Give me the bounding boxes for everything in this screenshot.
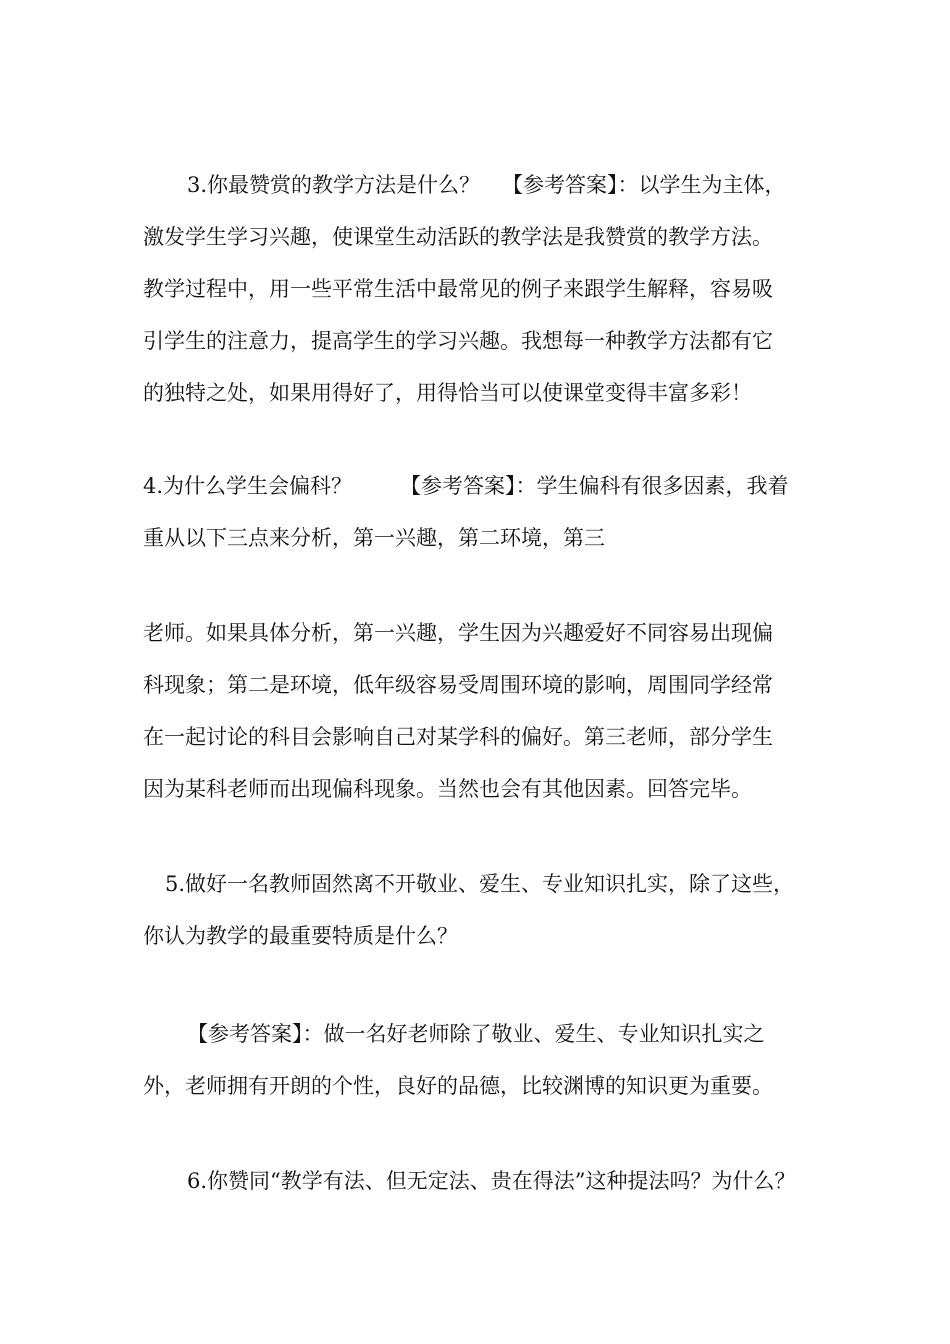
question-4-line-1 [143,460,808,512]
question-6 [143,1155,808,1207]
question-4-title: 4.为什么学生会偏科？ [143,474,353,498]
question-4 [143,460,808,564]
question-6-line-1: 6.你赞同“教学有法、但无定法、贵在得法”这种提法吗？为什么？ [187,1169,796,1193]
question-3-line-5: 的独特之处，如果用得好了，用得恰当可以使课堂变得丰富多彩！ [143,381,752,405]
question-4-line-3: 老师。如果具体分析，第一兴趣，学生因为兴趣爱好不同容易出现偏 [143,621,773,645]
question-3-line-4: 引学生的注意力，提高学生的学习兴趣。我想每一种教学方法都有它 [143,329,773,353]
question-3-answer-start: 【参考答案】：以学生为主体， [502,173,786,197]
question-4-answer-start: 【参考答案】：学生偏科有很多因素，我着 [400,474,789,498]
question-5-line-2: 你认为教学的最重要特质是什么？ [143,924,458,948]
question-4-line-2: 重从以下三点来分析，第一兴趣，第二环境，第三 [143,526,605,550]
question-5-answer [143,1008,808,1112]
question-5 [143,858,808,962]
question-3-line-1 [143,159,808,211]
question-3-line-2: 激发学生学习兴趣，使课堂生动活跃的教学法是我赞赏的教学方法。 [143,225,773,249]
question-4-line-6: 因为某科老师而出现偏科现象。当然也会有其他因素。回答完毕。 [143,777,752,801]
question-4-line-5: 在一起讨论的科目会影响自己对某学科的偏好。第三老师，部分学生 [143,725,773,749]
question-3-line-3: 教学过程中，用一些平常生活中最常见的例子来跟学生解释，容易吸 [143,277,773,301]
question-4-line-4: 科现象；第二是环境，低年级容易受周围环境的影响，周围同学经常 [143,673,773,697]
question-3 [143,159,808,419]
question-3-title: 3.你最赞赏的教学方法是什么？ [187,173,481,197]
question-5-line-1: 5.做好一名教师固然离不开敬业、爱生、专业知识扎实，除了这些， [165,872,795,896]
question-4-continued [143,607,808,815]
question-5-answer-line-1: 【参考答案】：做一名好老师除了敬业、爱生、专业知识扎实之 [187,1022,765,1046]
question-5-answer-line-2: 外，老师拥有开朗的个性，良好的品德，比较渊博的知识更为重要。 [143,1074,773,1098]
